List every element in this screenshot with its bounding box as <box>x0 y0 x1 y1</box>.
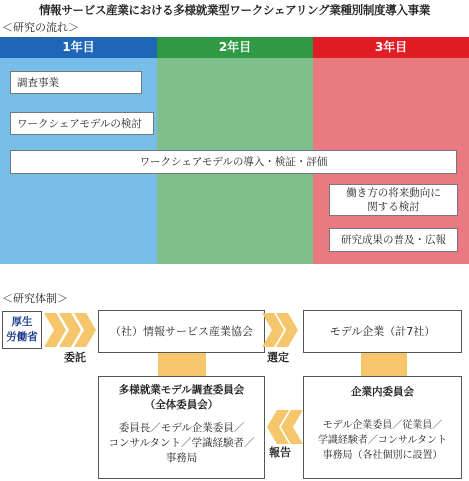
company-committee-box <box>303 376 462 479</box>
company-committee-title: 企業内委員会 <box>351 386 414 398</box>
connector-companies-committee <box>361 353 407 377</box>
ministry-box: 厚生 労働省 <box>2 311 42 349</box>
year-3-header: 3年目 <box>313 37 469 58</box>
task-model-study: ワークシェアモデルの検討 <box>10 112 154 135</box>
selection-label: 選定 <box>267 351 289 364</box>
year-2-header: 2年目 <box>157 37 313 58</box>
page-title: 情報サービス産業における多様就業型ワークシェアリング業種別制度導入事業 <box>38 3 431 17</box>
report-label: 報告 <box>269 446 291 459</box>
all-committee-box <box>98 376 265 479</box>
task-survey: 調査事業 <box>10 71 142 94</box>
structure-section-heading: ＜研究体制＞ <box>2 292 68 305</box>
task-future-trend: 働き方の将来動向に 関する検討 <box>329 184 458 216</box>
company-committee-members: モデル企業委員／従業員／ 学識経験者／コンサルタント 事務局（各社個別に設置） <box>317 420 448 461</box>
report-arrow <box>259 410 305 444</box>
connector-association-committee <box>158 353 206 377</box>
task-intro-eval: ワークシェアモデルの導入・検証・評価 <box>10 150 457 174</box>
model-companies-box: モデル企業（計7社） <box>303 310 462 353</box>
year-1-header: 1年目 <box>0 37 157 58</box>
all-committee-title: 多様就業モデル調査委員会 （全体委員会） <box>118 384 245 411</box>
commission-label: 委託 <box>64 351 86 364</box>
task-spread: 研究成果の普及・広報 <box>329 228 458 252</box>
association-box: （社）情報サービス産業協会 <box>98 310 265 353</box>
flow-section-heading: ＜研究の流れ＞ <box>2 21 79 34</box>
commission-arrow <box>44 313 100 347</box>
all-committee-members: 委員長／モデル企業委員／ コンサルタント／学識経験者／ 事務局 <box>108 422 255 464</box>
